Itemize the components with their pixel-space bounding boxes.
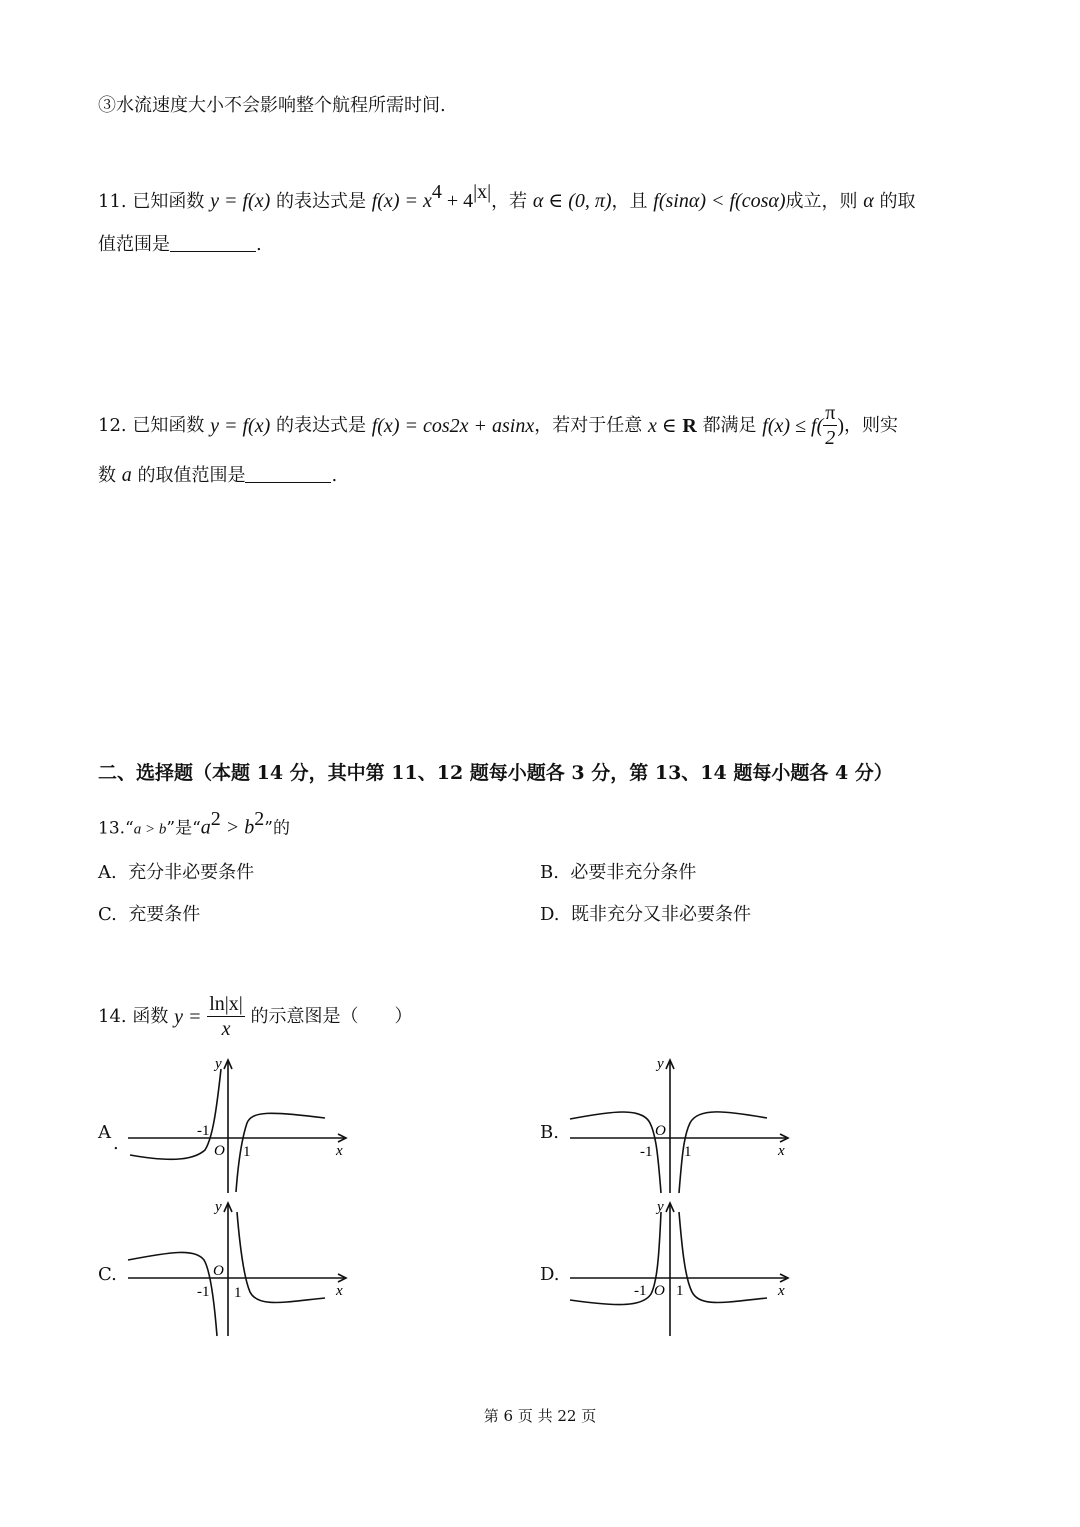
tick-label-neg-1: -1: [640, 1144, 653, 1160]
axis-label-x: x: [336, 1143, 343, 1159]
question-number: 13.: [98, 818, 126, 839]
graph-c-label: C.: [98, 1264, 117, 1285]
option-b[interactable]: B. 必要非充分条件: [540, 862, 697, 883]
question-number: 14.: [98, 1006, 127, 1027]
question-13-stem: 13.“a > b”是“$a^2 > b^2$”的: [98, 808, 290, 839]
continuation-text: ③水流速度大小不会影响整个航程所需时间.: [98, 95, 446, 116]
axis-label-y: y: [657, 1199, 664, 1215]
axis-label-x: x: [336, 1283, 343, 1299]
tick-label-1: 1: [243, 1144, 251, 1160]
graph-a-dot: .: [113, 1133, 119, 1154]
axis-label-y: y: [215, 1199, 222, 1215]
graph-b[interactable]: [562, 1055, 802, 1195]
ln-abs-x-over-x-fraction: $\frac{\ln|x|}{x}$: [209, 993, 243, 1040]
question-12-line-2: 数 a 的取值范围是 .: [98, 464, 338, 486]
tick-label-1: 1: [684, 1144, 692, 1160]
question-number: 11.: [98, 191, 127, 212]
question-number: 12.: [98, 415, 127, 436]
graph-c[interactable]: [120, 1198, 360, 1338]
axis-label-x: x: [778, 1283, 785, 1299]
tick-label-neg-1: -1: [197, 1284, 210, 1300]
question-14-stem: 14. 函数 y = $\frac{\ln|x|}{x}$ 的示意图是（ ）: [98, 993, 413, 1040]
graph-d-label: D.: [540, 1264, 560, 1285]
origin-label: O: [214, 1143, 225, 1159]
graph-a[interactable]: [120, 1055, 360, 1195]
pi-over-2-fraction: $\frac{\pi}{2}$: [825, 402, 836, 449]
origin-label: O: [655, 1123, 666, 1139]
answer-blank: [245, 482, 331, 483]
answer-blank: [170, 251, 256, 252]
option-d[interactable]: D. 既非充分又非必要条件: [540, 904, 751, 925]
graph-b-label: B.: [540, 1122, 559, 1143]
tick-label-1: 1: [676, 1283, 684, 1299]
question-12-line-1: 12. 已知函数 y = f(x) 的表达式是 f(x) = cos2x + asinx ，若对于任意 x ∈ R 都满足 f(x) ≤ f( $\frac{\pi}{2}$ ) ，则实: [98, 402, 899, 449]
question-11-line-1: 11. 已知函数 y = f(x) 的表达式是 $f(x) = x^4 + 4^{|x|}$，若 α ∈ (0, π)，且 f(sinα) < f(cosα)成立，则 α 的取: [98, 181, 916, 212]
origin-label: O: [654, 1283, 665, 1299]
option-a[interactable]: A. 充分非必要条件: [98, 862, 255, 883]
axis-label-y: y: [657, 1056, 664, 1072]
tick-label-1: 1: [234, 1285, 242, 1301]
section-heading: 二、选择题（本题 14 分，其中第 11、12 题每小题各 3 分，第 13、14 题每小题各 4 分）: [98, 762, 893, 784]
question-11-line-2: 值范围是 .: [98, 234, 262, 255]
axis-label-y: y: [215, 1056, 222, 1072]
tick-label-neg-1: -1: [634, 1283, 647, 1299]
tick-label-neg-1: -1: [197, 1123, 210, 1139]
page-footer: 第 6 页 共 22 页: [483, 1407, 597, 1425]
option-c[interactable]: C. 充要条件: [98, 904, 201, 925]
graph-d[interactable]: [562, 1198, 802, 1338]
axis-label-x: x: [778, 1143, 785, 1159]
graph-a-label: A: [98, 1122, 111, 1143]
origin-label: O: [213, 1263, 224, 1279]
